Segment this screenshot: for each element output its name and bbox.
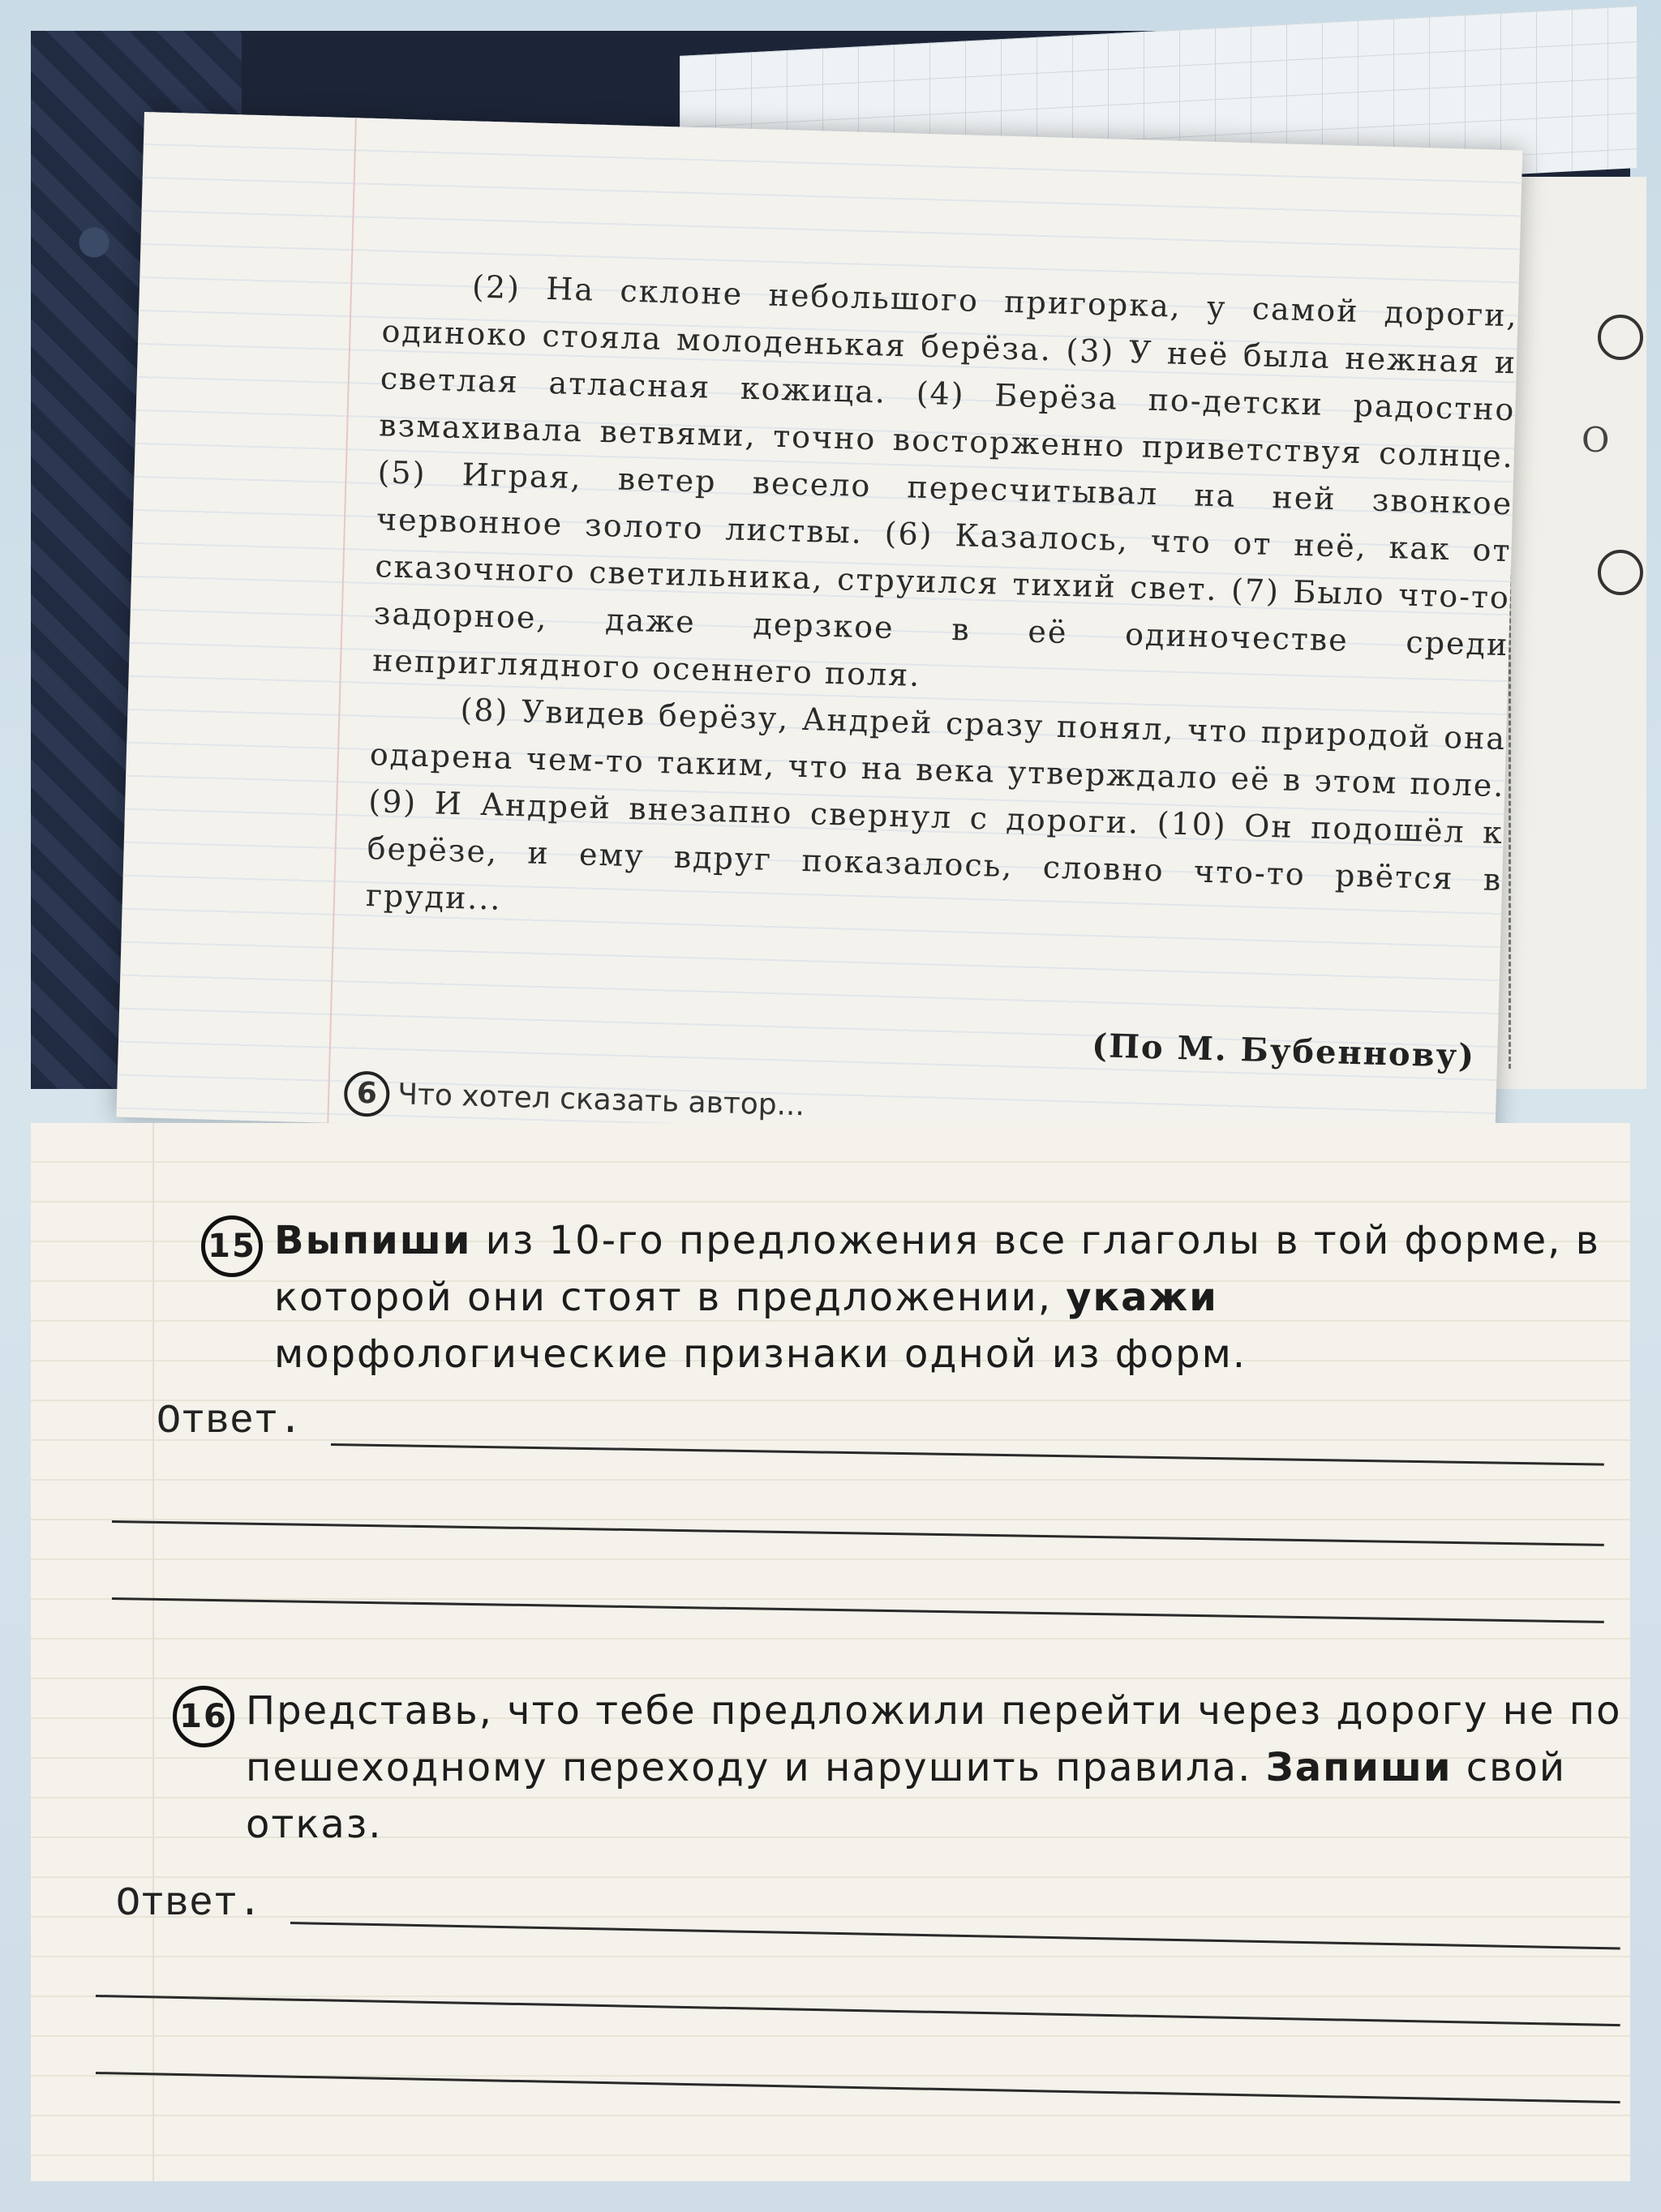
margin-line (327, 118, 357, 1123)
answer-label: Ответ. (157, 1399, 303, 1445)
task-text: из 10-го предложения все глаголы в той форме, в которой они стоят в предложении, (274, 1218, 1600, 1320)
question-number: 6 (344, 1070, 391, 1117)
answer-line[interactable] (112, 1597, 1604, 1623)
task-text: Представь, что тебе предложили перейти через дорогу не по пешеходному переходу и нарушить правила. (246, 1688, 1622, 1790)
answer-line[interactable] (331, 1443, 1604, 1466)
task-instruction-bold: укажи (1066, 1275, 1218, 1320)
passage-paragraph: (2) На склоне небольшого пригорка, у самой дороги, одиноко стояла молоденькая берёза. (3) У неё была нежная и светлая атласная кожица. (4) Берёза по-детски радостно взмахивала ветвями, точно восторженно приветствуя солнце. (5) Играя, ветер весело пересчитывал на ней звонкое червонное золото листвы. (6) Казалось, что от неё, как от сказочного светильника, струился тихий свет. (7) Было что-то задорное, даже дерзкое в её одиночестве среди неприглядного осеннего поля. (371, 268, 1519, 693)
passage-paragraph: (8) Увидев берёзу, Андрей сразу понял, что природой она одарена чем-то таким, что на века утверждало её в этом поле. (9) И Андрей внезапно свернул с дороги. (10) Он подошёл к берёзе, и ему вдруг показалось, словно что-то рвётся в груди... (365, 692, 1507, 917)
task-number-circle (1598, 315, 1643, 360)
task-text: морфологические признаки одной из форм. (274, 1331, 1247, 1377)
task-instruction-bold: Выпиши (274, 1218, 472, 1263)
answer-line[interactable] (290, 1922, 1620, 1949)
task-number: 15 (201, 1215, 263, 1277)
right-page-text: О (1582, 420, 1610, 460)
top-photo (31, 31, 1630, 1123)
reading-passage (365, 260, 1518, 950)
question-text: Что хотел сказать автор... (397, 1078, 805, 1123)
task-15 (208, 1212, 1604, 1382)
margin-line (152, 1123, 154, 2181)
question-6 (344, 1070, 805, 1129)
task-instruction-bold: Запиши (1265, 1745, 1453, 1790)
answer-label: Ответ. (116, 1881, 263, 1927)
author-attribution: (По М. Бубеннову) (1091, 1027, 1476, 1076)
answer-line[interactable] (96, 1995, 1620, 2026)
task-text: свой отказ. (246, 1745, 1567, 1847)
task-16 (179, 1683, 1625, 1853)
book-page (116, 112, 1522, 1155)
bottom-photo (31, 1123, 1630, 2181)
task-number-circle (1598, 550, 1643, 595)
answer-line[interactable] (112, 1520, 1604, 1546)
answer-line[interactable] (96, 2072, 1620, 2103)
task-number: 16 (173, 1686, 234, 1747)
